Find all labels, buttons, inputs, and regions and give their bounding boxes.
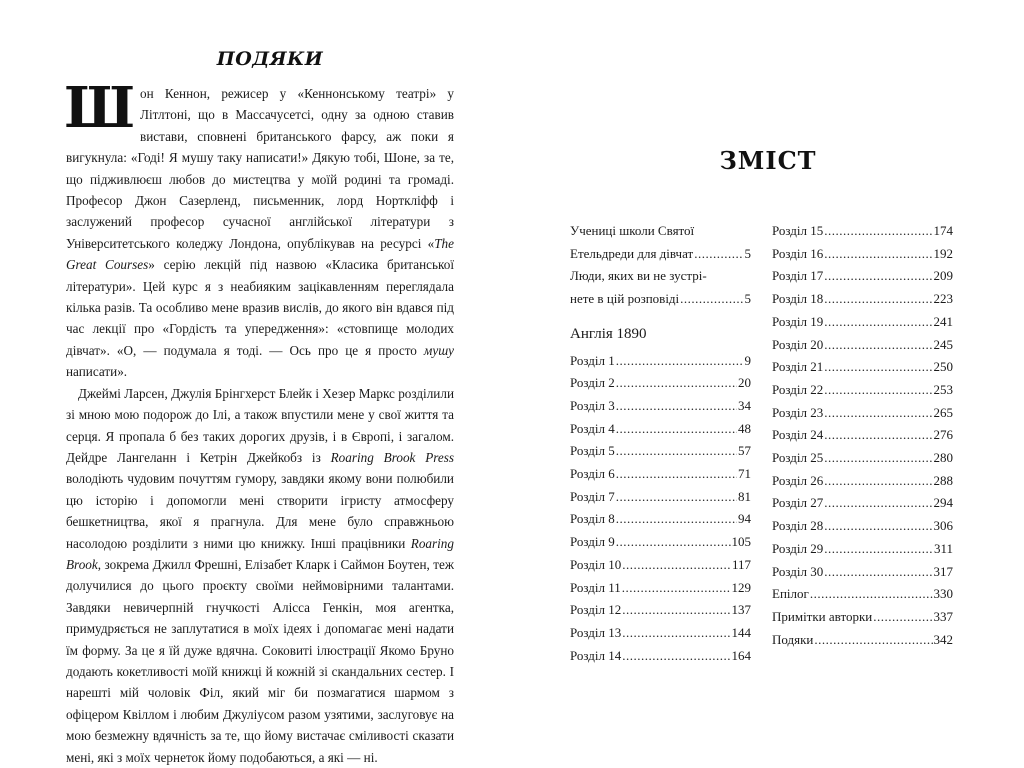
toc-entry[interactable] bbox=[570, 531, 751, 554]
toc-page-number: 105 bbox=[731, 534, 751, 550]
toc-entry-label: Розділ 14 bbox=[570, 647, 622, 663]
toc-leader-dots bbox=[824, 492, 932, 515]
toc-entry[interactable] bbox=[772, 334, 953, 357]
toc-entry-label: Розділ 9 bbox=[570, 534, 615, 550]
toc-entry-label: Розділ 27 bbox=[772, 495, 824, 511]
toc-column-1-entries bbox=[570, 350, 751, 668]
toc-entry[interactable] bbox=[772, 311, 953, 334]
toc-entry-label: Розділ 23 bbox=[772, 404, 824, 420]
toc-page-number: 117 bbox=[731, 556, 751, 572]
toc-entry-label: Розділ 24 bbox=[772, 427, 824, 443]
toc-intro-entry[interactable] bbox=[570, 265, 751, 310]
toc-page-number: 311 bbox=[933, 540, 953, 556]
acknowledgements-text bbox=[64, 75, 455, 768]
toc-leader-dots bbox=[824, 311, 932, 334]
toc-entry-label: Розділ 20 bbox=[772, 336, 824, 352]
toc-page-number: 5 bbox=[744, 291, 751, 307]
toc-page-number: 209 bbox=[933, 268, 953, 284]
toc-entry-label: Розділ 13 bbox=[570, 624, 622, 640]
toc-entry[interactable] bbox=[772, 629, 953, 652]
paragraph-2-body bbox=[66, 386, 454, 765]
toc-page-number: 342 bbox=[933, 631, 953, 647]
toc-entry[interactable] bbox=[772, 470, 953, 493]
toc-entry[interactable] bbox=[570, 395, 751, 418]
toc-leader-dots bbox=[824, 447, 932, 470]
toc-entry-label: Розділ 2 bbox=[570, 375, 615, 391]
toc-leader-dots bbox=[824, 288, 932, 311]
toc-entry[interactable] bbox=[570, 486, 751, 509]
toc-leader-dots bbox=[616, 531, 731, 554]
toc-leader-dots bbox=[616, 440, 737, 463]
toc-page-number: 174 bbox=[933, 223, 953, 238]
toc-entry-label: Розділ 18 bbox=[772, 291, 824, 307]
toc-page-number: 5 bbox=[744, 245, 751, 261]
toc-column-1 bbox=[570, 220, 751, 667]
toc-entry[interactable] bbox=[570, 508, 751, 531]
toc-leader-dots bbox=[616, 486, 737, 509]
toc-page-number: 241 bbox=[933, 313, 953, 329]
acknowledgements-paragraph-2 bbox=[66, 383, 454, 768]
toc-entry-label: Подяки bbox=[772, 631, 814, 647]
text-run: он Кеннон, режисер у «Кеннонському театрі» у Літлтоні, що в Массачусетсі, одну за одною ставив вистави, сповнені британського фарсу, аж поки я вигукнула: «Годі! Я мушу таку написати!» Дякую тобі, Шоне, за те, що підживлюєш любов до мистецтва у моїй родині та громаді. Професор Джон Сазерленд, письменник, лорд Нортклiфф і заслужений професор сучасної англійської літератури з Університетського коледжу Лондона, опублікував на ресурсі « bbox=[66, 86, 454, 251]
toc-leader-dots bbox=[824, 470, 932, 493]
italic-run: Roaring Brook Press bbox=[330, 449, 455, 465]
toc-entry[interactable] bbox=[570, 599, 751, 622]
toc-page-number: 192 bbox=[933, 245, 953, 261]
toc-entry-label: Розділ 1 bbox=[570, 352, 615, 368]
toc-entry-label: Розділ 10 bbox=[570, 556, 622, 572]
text-run: написати». bbox=[66, 364, 128, 380]
toc-entry-label: Розділ 6 bbox=[570, 466, 615, 482]
toc-entry[interactable] bbox=[570, 554, 751, 577]
toc-leader-dots bbox=[814, 629, 932, 652]
toc-page-number: 317 bbox=[933, 563, 953, 579]
toc-page-number: 34 bbox=[738, 397, 751, 413]
toc-entry[interactable] bbox=[570, 463, 751, 486]
acknowledgements-title: ПОДЯКИ bbox=[216, 48, 324, 70]
toc-entry-label: Розділ 26 bbox=[772, 472, 824, 488]
toc-page-number: 265 bbox=[933, 404, 953, 420]
toc-leader-dots bbox=[873, 606, 932, 629]
toc-leader-dots bbox=[824, 515, 932, 538]
toc-page-number: 81 bbox=[738, 488, 751, 504]
italic-run: Roaring Brook bbox=[66, 535, 454, 572]
right-page bbox=[512, 0, 1024, 767]
toc-page-number: 250 bbox=[933, 359, 953, 375]
toc-leader-dots bbox=[824, 538, 933, 561]
toc-page-number: 223 bbox=[933, 291, 953, 307]
toc-entry[interactable] bbox=[772, 492, 953, 515]
toc-entry[interactable] bbox=[570, 577, 751, 600]
toc-page-number: 294 bbox=[933, 495, 953, 511]
toc-leader-dots bbox=[824, 561, 932, 584]
toc-entry[interactable] bbox=[772, 220, 953, 243]
italic-run: The Great Courses bbox=[66, 235, 454, 273]
toc-entry[interactable] bbox=[570, 645, 751, 668]
toc-entry-label: Розділ 30 bbox=[772, 563, 824, 579]
toc-leader-dots bbox=[824, 265, 932, 288]
toc-leader-dots bbox=[616, 350, 744, 373]
toc-entry[interactable] bbox=[772, 402, 953, 425]
toc-leader-dots bbox=[622, 599, 730, 622]
toc-leader-dots bbox=[810, 583, 933, 606]
toc-page-number: 71 bbox=[738, 466, 751, 482]
text-run: » серію лекцій під назвою «Класика британської літератури». Цей курс я з неабияким зацікавленням переглядала кілька разів. Та особливо мене вразив вислів, до якого він вдався під час лекції про «Гордість та упередження»: «стовпище молодих дівчат». «О, — подумала я тоді. — Ось про це я просто bbox=[66, 257, 454, 358]
toc-entry-label: Розділ 7 bbox=[570, 488, 615, 504]
toc-leader-dots bbox=[622, 554, 731, 577]
toc-intro-line1: Люди, яких ви не зустрі- bbox=[570, 268, 707, 284]
toc-intro-entry[interactable] bbox=[570, 220, 751, 265]
toc-leader-dots bbox=[824, 356, 932, 379]
toc-entry[interactable] bbox=[772, 356, 953, 379]
toc-entry[interactable] bbox=[772, 606, 953, 629]
toc-page-number: 276 bbox=[933, 427, 953, 443]
toc-entry[interactable] bbox=[772, 424, 953, 447]
italic-run: мушу bbox=[423, 342, 454, 358]
toc-page-number: 288 bbox=[933, 472, 953, 488]
toc-page-number: 94 bbox=[738, 511, 751, 527]
toc-entry-label: Примітки авторки bbox=[772, 608, 873, 624]
toc-leader-dots bbox=[616, 463, 737, 486]
toc-leader-dots bbox=[622, 622, 730, 645]
toc-entry-label: Розділ 8 bbox=[570, 511, 615, 527]
toc-entry-label: Розділ 28 bbox=[772, 518, 824, 534]
toc-leader-dots bbox=[622, 577, 731, 600]
toc-leader-dots bbox=[824, 220, 932, 243]
toc-page-number: 280 bbox=[933, 450, 953, 466]
toc-entry[interactable] bbox=[570, 418, 751, 441]
toc-entry[interactable] bbox=[772, 447, 953, 470]
toc-entry[interactable] bbox=[772, 265, 953, 288]
toc-entry-label: Розділ 12 bbox=[570, 602, 622, 618]
toc-intro-line2: Етельдреди для дівчат bbox=[570, 245, 694, 261]
toc-entry[interactable] bbox=[772, 561, 953, 584]
toc-intro-line2: нете в цій розповіді bbox=[570, 291, 680, 307]
toc-entry-label: Розділ 5 bbox=[570, 443, 615, 459]
toc-column-2-entries bbox=[772, 220, 953, 651]
toc-entry-label: Розділ 21 bbox=[772, 359, 824, 375]
toc-page-number: 337 bbox=[933, 608, 953, 624]
toc-entry-label: Розділ 15 bbox=[772, 223, 824, 238]
toc-page-number: 253 bbox=[933, 381, 953, 397]
toc-entry-label: Розділ 17 bbox=[772, 268, 824, 284]
toc-entry[interactable] bbox=[772, 288, 953, 311]
text-run: , зокрема Джилл Фрешні, Елізабет Кларк і Саймон Боутен, теж долучилися до цього проєкту своїми неймовірними талантами. Завдяки невичерпній гнучкості Алісса Генкін, моя агентка, примудряється не заплутатися в моїх ідеях і допомагає мені надати їм форму. За це я їй дуже вдячна. Соковиті ілюстрації Якомо Бруно додають кокетливості моїй книжці й кожній зі скандальних сестер. І нарешті мій чоловік Філ, який міг би позмагатися шармом з офіцером Квіллом і любим Джулiусом разом узятими, заслуговує на мою безмежну вдячність за те, що йому вистачає сміливості сказати мені, які з моїх чернеток йому подобаються, а які — ні. bbox=[66, 556, 454, 765]
toc-column-2 bbox=[772, 220, 953, 651]
toc-entry-label: Розділ 19 bbox=[772, 313, 824, 329]
toc-leader-dots bbox=[616, 372, 737, 395]
toc-leader-dots bbox=[824, 402, 932, 425]
toc-entry[interactable] bbox=[772, 243, 953, 266]
toc-page-number: 48 bbox=[738, 420, 751, 436]
toc-leader-dots bbox=[824, 334, 932, 357]
toc-leader-dots bbox=[824, 424, 932, 447]
toc-entry[interactable] bbox=[570, 622, 751, 645]
toc-leader-dots bbox=[824, 243, 932, 266]
toc-entry-label: Розділ 4 bbox=[570, 420, 615, 436]
toc-leader-dots bbox=[616, 508, 737, 531]
drop-cap: Ш bbox=[64, 75, 136, 141]
toc-entry-label: Епілог bbox=[772, 586, 809, 602]
toc-entry-label: Розділ 29 bbox=[772, 540, 824, 556]
toc-leader-dots bbox=[680, 288, 743, 311]
toc-entry-line2 bbox=[570, 288, 751, 311]
text-run: володіють чудовим почуттям гумору, завдяки якому вони полюбили цю історію і допомогли мені створити ігристу атмосферу бешкетництва, якої я прагнула. Для мене було справжньою насолодою розділити з ними цю книжку. Інші працівники bbox=[66, 471, 454, 551]
toc-entry-label: Розділ 16 bbox=[772, 245, 824, 261]
toc-entry[interactable] bbox=[570, 350, 751, 373]
toc-leader-dots bbox=[824, 379, 932, 402]
toc-page-number: 9 bbox=[744, 352, 751, 368]
toc-page-number: 330 bbox=[933, 586, 953, 602]
toc-leader-dots bbox=[616, 395, 737, 418]
toc-page-number: 129 bbox=[731, 579, 751, 595]
toc-page-number: 144 bbox=[731, 624, 751, 640]
toc-page-number: 245 bbox=[933, 336, 953, 352]
toc-entry[interactable] bbox=[772, 515, 953, 538]
toc-page-number: 20 bbox=[738, 375, 751, 391]
toc-intro-line1: Учениці школи Святої bbox=[570, 223, 695, 238]
text-run: Джеймі Ларсен, Джулія Брінгхерст Блейк і Хезер Маркс розділили зі мною мою подорож до Ілі, а також впустили мене у свої життя та серця. Я пропала б без таких дорогих друзів, і в Європі, і загалом. Дейдре Лангеланн і Кетрін Джейкобз із bbox=[66, 385, 454, 465]
acknowledgements-paragraph-1 bbox=[64, 75, 454, 383]
toc-entry-label: Розділ 11 bbox=[570, 579, 621, 595]
toc-page-number: 57 bbox=[738, 443, 751, 459]
toc-entry[interactable] bbox=[570, 440, 751, 463]
toc-entry-label: Розділ 22 bbox=[772, 381, 824, 397]
toc-leader-dots bbox=[622, 645, 730, 668]
toc-leader-dots bbox=[616, 418, 737, 441]
toc-page-number: 164 bbox=[731, 647, 751, 663]
toc-entry[interactable] bbox=[772, 583, 953, 606]
toc-section-heading: Англія 1890 bbox=[570, 325, 647, 342]
toc-entry[interactable] bbox=[772, 379, 953, 402]
toc-entry-label: Розділ 3 bbox=[570, 397, 615, 413]
toc-leader-dots bbox=[694, 243, 743, 266]
toc-page-number: 137 bbox=[731, 602, 751, 618]
toc-page-number: 306 bbox=[933, 518, 953, 534]
toc-title: ЗМІСТ bbox=[719, 146, 817, 175]
toc-entry-line2 bbox=[570, 243, 751, 266]
left-page bbox=[0, 0, 512, 767]
toc-entry[interactable] bbox=[772, 538, 953, 561]
toc-entry-label: Розділ 25 bbox=[772, 450, 824, 466]
toc-entry[interactable] bbox=[570, 372, 751, 395]
